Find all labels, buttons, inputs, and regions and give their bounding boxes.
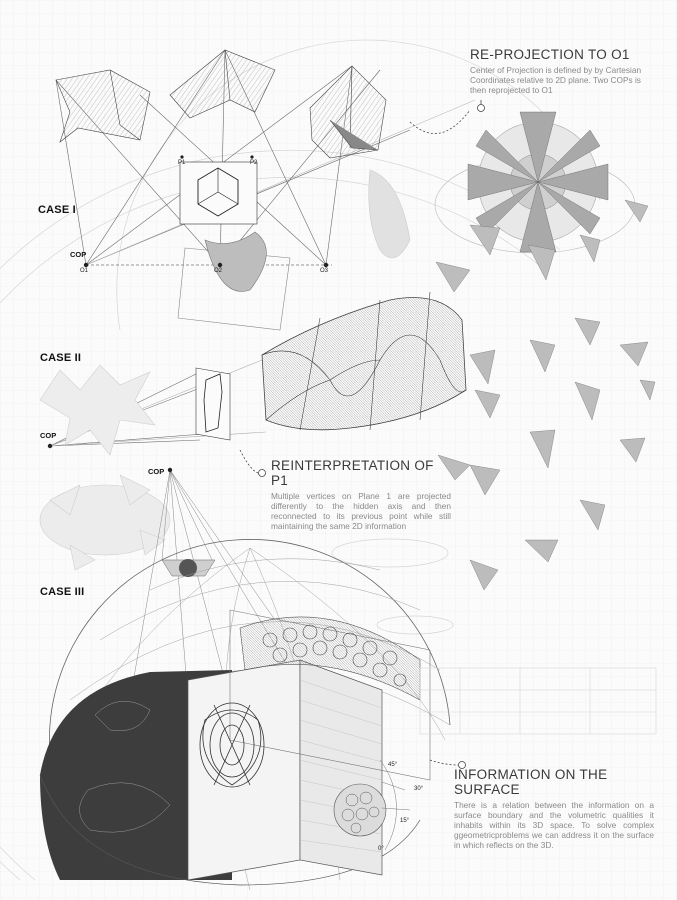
case-2-label: CASE II — [40, 352, 82, 364]
angle-label-30: 30° — [414, 786, 424, 792]
cop-label-case-1: COP — [70, 250, 87, 259]
information-title: INFORMATION ON THE SURFACE — [454, 767, 608, 797]
case-2-cop-point — [48, 444, 52, 448]
information-body: There is a relation between the information on a surface boundary and the volumetric qualities it inhabits within its 3D space. To solve complex ggeometricproblems we can address it on the surface in which reflects on the 3D. — [454, 800, 654, 850]
point-label-o3: O3 — [320, 268, 329, 274]
point-label-o1: O1 — [80, 268, 89, 274]
angle-label-45: 45° — [388, 762, 398, 768]
reinterpretation-annotation — [271, 458, 451, 531]
cop-label-case-2: COP — [40, 431, 57, 440]
reprojection-body: Center of Projection is defined by by Cartesian Coordinates relative to 2D plane. Two COPs is then reprojected to O1 — [470, 65, 642, 95]
information-annotation — [454, 767, 654, 850]
case-1-label: CASE I — [38, 204, 76, 216]
case-3-label: CASE III — [40, 586, 85, 598]
angle-label-0: 0° — [378, 846, 384, 852]
cop-label-case-3: COP — [148, 467, 165, 476]
reprojection-annotation — [470, 47, 648, 95]
reprojection-title: RE-PROJECTION TO O1 — [470, 47, 630, 62]
angle-label-15: 15° — [400, 818, 410, 824]
reinterpretation-title: REINTERPRETATION OF P1 — [271, 458, 434, 488]
reinterpretation-body: Multiple vertices on Plane 1 are projected differently to the hidden axis and then reconnected to its previous point while still maintaining the same 2D information — [271, 491, 451, 531]
point-label-p1: P1 — [178, 160, 186, 166]
point-label-p2: P2 — [250, 160, 258, 166]
point-label-o2: O2 — [214, 268, 223, 274]
